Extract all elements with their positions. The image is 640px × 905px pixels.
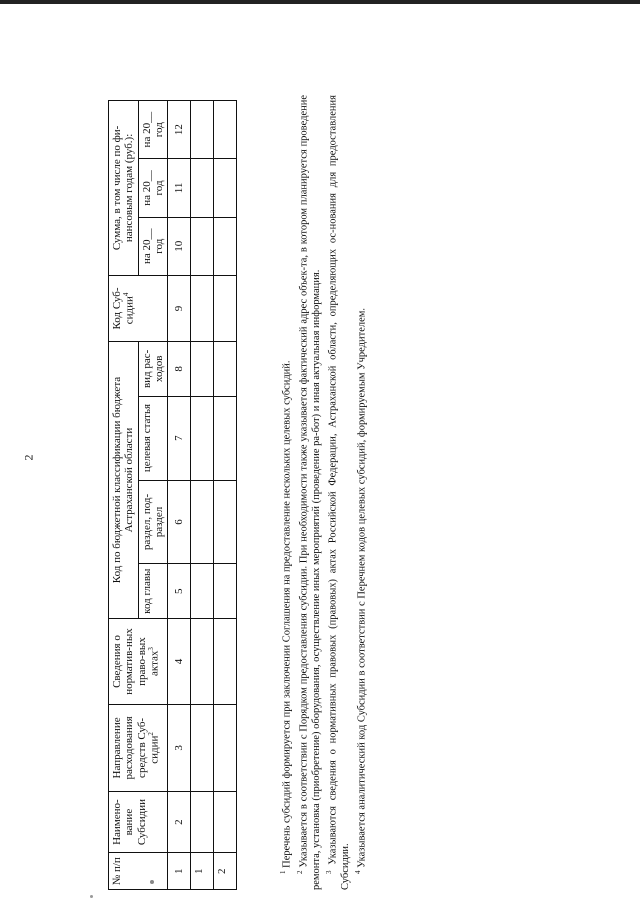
footnote-4-marker: 4 — [353, 870, 362, 874]
table-cell — [214, 159, 237, 217]
numbering-row — [168, 101, 191, 890]
header-bk-expense: вид рас-ходов — [138, 342, 168, 396]
num-cell: 12 — [168, 101, 191, 159]
num-cell: 8 — [168, 342, 191, 396]
table-cell — [191, 618, 214, 704]
header-name: Наимено-вание Субсидии — [109, 791, 168, 853]
table-cell — [214, 217, 237, 275]
header-row-1 — [109, 101, 139, 890]
footnote-2 — [296, 95, 324, 890]
table-cell — [191, 275, 214, 341]
footnote-1-text: Перечень субсидий формируется при заключении Соглашения на предоставление нескольких целевых субсидий. — [281, 360, 293, 868]
header-acts-text: Сведения о норматив-ных право-вых актах — [111, 628, 161, 695]
table-cell — [214, 791, 237, 853]
subsidy-table — [108, 100, 237, 890]
table-row — [214, 101, 237, 890]
footnote-1 — [279, 95, 294, 890]
num-cell: 3 — [168, 705, 191, 792]
header-direction-sup: 2 — [146, 732, 155, 736]
table-cell — [191, 791, 214, 853]
footnotes — [279, 95, 369, 890]
header-code-sup: 4 — [122, 292, 131, 297]
table-cell — [191, 159, 214, 217]
header-bk-section: раздел, под-раздел — [138, 480, 168, 564]
header-acts-sup: 3 — [146, 647, 155, 651]
table-cell — [214, 101, 237, 159]
table-cell — [191, 396, 214, 480]
table-cell — [191, 480, 214, 564]
num-cell: 5 — [168, 564, 191, 618]
scan-speck — [150, 880, 154, 884]
rotated-page-content — [108, 60, 538, 905]
header-num: № п/п — [109, 853, 168, 890]
row-num: 1 — [191, 853, 214, 890]
header-subsidy-code — [109, 275, 168, 341]
footnote-1-marker: 1 — [279, 870, 288, 874]
num-cell: 1 — [168, 853, 191, 890]
num-cell: 7 — [168, 396, 191, 480]
row-num: 2 — [214, 853, 237, 890]
scan-speck — [90, 895, 93, 898]
num-cell: 2 — [168, 791, 191, 853]
header-acts — [109, 618, 168, 704]
table-cell — [191, 101, 214, 159]
num-cell: 6 — [168, 480, 191, 564]
num-cell: 9 — [168, 275, 191, 341]
table-row — [191, 101, 214, 890]
table-cell — [214, 342, 237, 396]
table-cell — [214, 396, 237, 480]
footnote-4 — [354, 95, 369, 890]
top-border-line — [0, 0, 640, 4]
num-cell: 4 — [168, 618, 191, 704]
header-direction-text: Направление расходования средств Суб-сидии — [111, 716, 161, 780]
table-cell — [214, 705, 237, 792]
header-code-text: Код Суб-сидии — [111, 287, 136, 330]
header-sum-year-2: на 20__ год — [138, 159, 168, 217]
footnote-4-text: Указывается аналитический код Субсидии в соответствии с Перечнем кодов целевых субсидий, формируемым Учредителем. — [356, 307, 368, 868]
footnote-3 — [325, 95, 353, 890]
table-cell — [191, 705, 214, 792]
header-bk-article: целевая статья — [138, 396, 168, 480]
table-cell — [214, 618, 237, 704]
table-cell — [214, 480, 237, 564]
header-sum-year-3: на 20__ год — [138, 101, 168, 159]
header-sum-year-1: на 20__ год — [138, 217, 168, 275]
table-cell — [214, 275, 237, 341]
table-cell — [214, 564, 237, 618]
table-cell — [191, 564, 214, 618]
header-direction — [109, 705, 168, 792]
footnote-2-marker: 2 — [295, 870, 304, 874]
page-number: 2 — [21, 454, 36, 461]
footnote-2-text: Указывается в соответствии с Порядком предоставления субсидии. При необходимости также указывается фактический адрес объек-та, в котором планируется проведение ремонта, установка (приобретение) оборудования, осуществление иных мероприятий (проведение ра-бот) и иная актуальная информация. — [298, 94, 322, 890]
table-cell — [191, 217, 214, 275]
header-budget-classification: Код по бюджетной классификации бюджета Астраханской области — [109, 342, 139, 619]
document-body — [108, 60, 370, 905]
header-bk-chapter: код главы — [138, 564, 168, 618]
num-cell: 10 — [168, 217, 191, 275]
footnote-3-marker: 3 — [324, 870, 333, 874]
num-cell: 11 — [168, 159, 191, 217]
footnote-3-text: Указываются сведения о нормативных правовых (правовых) актах Российской Федерации, Астраханской области, определяющих ос-нования для предоставления Субсидии. — [327, 94, 351, 890]
header-sum-group: Сумма, в том числе по фи-нансовым годам (руб.): — [109, 101, 139, 276]
table-cell — [191, 342, 214, 396]
